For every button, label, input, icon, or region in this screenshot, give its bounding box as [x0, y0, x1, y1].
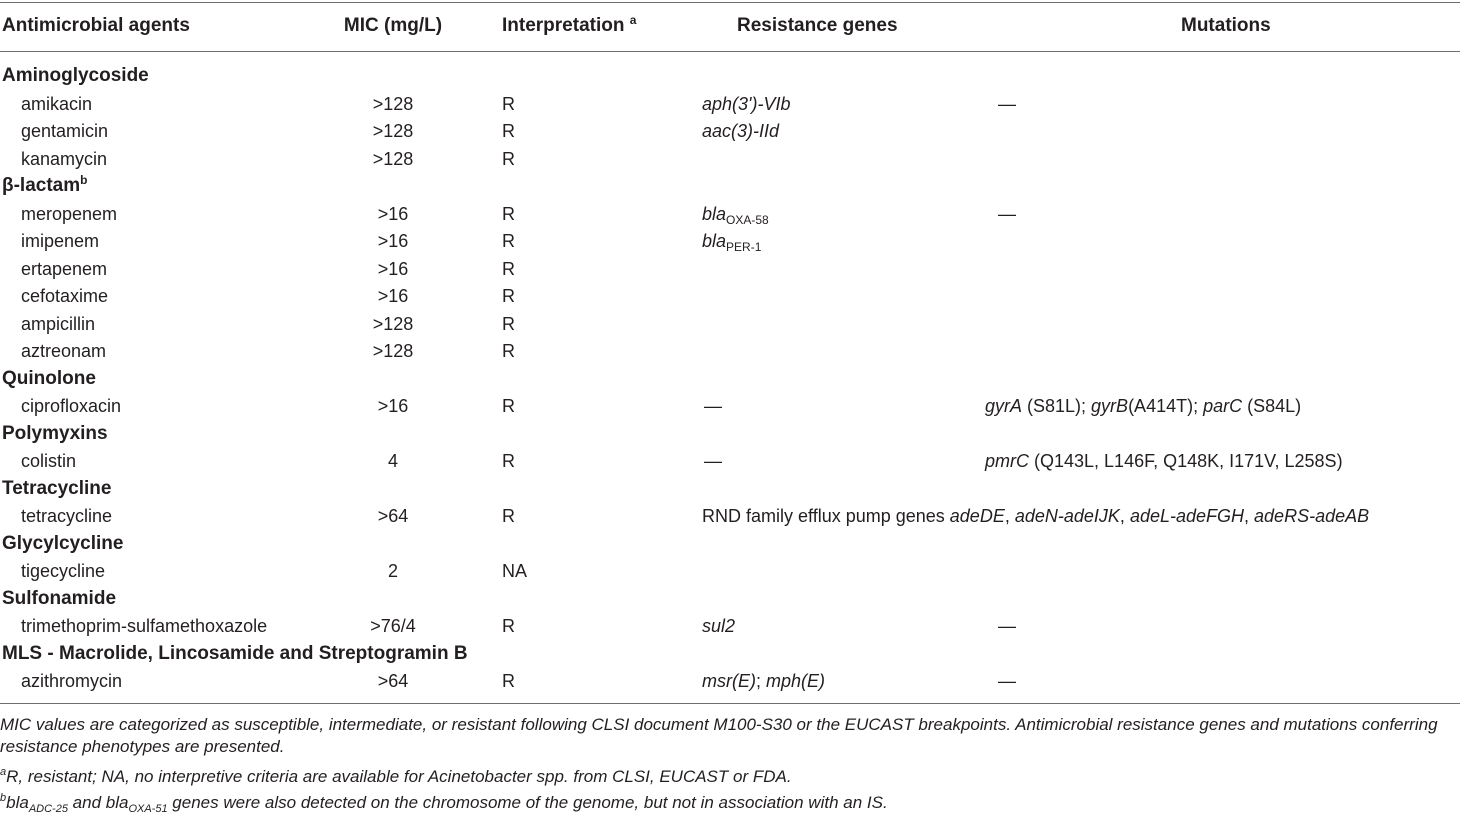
table-row — [0, 203, 1460, 230]
agent-cell: trimethoprim-sulfamethoxazole — [21, 616, 268, 636]
interpretation-cell: R — [502, 396, 515, 416]
footnote-a — [0, 766, 1460, 788]
agent-cell: aztreonam — [21, 341, 107, 361]
category-row — [0, 643, 1460, 670]
gene-name: bla — [702, 231, 727, 251]
gene-text: ; — [755, 671, 766, 691]
gene-text: , — [1244, 506, 1255, 526]
agent-cell: meropenem — [21, 204, 118, 224]
gene-name: adeRS-adeAB — [1254, 506, 1370, 526]
gene-name: mph(E) — [766, 671, 826, 691]
mutation-cell: — — [998, 204, 1016, 224]
interpretation-cell: R — [502, 616, 515, 636]
gene-cell — [702, 505, 1369, 527]
mic-cell: >64 — [377, 506, 409, 526]
gene-cell: — — [704, 451, 722, 471]
table-row — [0, 93, 1460, 120]
gene-subscript: OXA-58 — [726, 213, 769, 227]
agent-cell: kanamycin — [21, 149, 108, 169]
header-interpretation-footnote-mark: a — [629, 13, 637, 27]
footnote-mark: b — [0, 792, 7, 804]
mic-cell: 4 — [387, 451, 398, 471]
gene-subscript: PER-1 — [726, 240, 762, 254]
table-row — [0, 313, 1460, 340]
category-row — [0, 423, 1460, 450]
footnote-text: R, resistant; NA, no interpretive criteria are available for Acinetobacter spp. from CLSI, EUCAST or FDA. — [6, 767, 792, 786]
mutation-cell — [985, 450, 1343, 472]
header-mic: MIC (mg/L) — [343, 15, 443, 36]
header-resistance-genes: Resistance genes — [737, 15, 898, 36]
footnote-subscript: ADC-25 — [28, 803, 68, 815]
gene-cell — [702, 670, 825, 692]
mic-cell: >16 — [377, 204, 409, 224]
mutation-text: (A414T); — [1128, 396, 1204, 416]
interpretation-cell: R — [502, 94, 515, 114]
table-row — [0, 120, 1460, 147]
mutation-cell: — — [998, 616, 1016, 636]
gene-text: , — [1119, 506, 1130, 526]
agent-cell: amikacin — [21, 94, 93, 114]
header-interpretation — [502, 14, 636, 38]
category-label: Tetracycline — [2, 478, 112, 499]
gene-name: msr(E) — [702, 671, 756, 691]
table-row — [0, 395, 1460, 422]
mic-cell: >64 — [377, 671, 409, 691]
mutation-cell — [985, 395, 1301, 417]
interpretation-cell: R — [502, 314, 515, 334]
category-footnote-mark: b — [80, 173, 88, 187]
agent-cell: cefotaxime — [21, 286, 109, 306]
header-rule — [0, 51, 1460, 52]
agent-cell: azithromycin — [21, 671, 123, 691]
footnote-general: MIC values are categorized as susceptible, intermediate, or resistant following CLSI document M100-S30 or the EUCAST breakpoints. Antimicrobial resistance genes and mutations conferring resistance phenotypes are presented. — [0, 715, 1438, 756]
interpretation-cell: R — [502, 671, 515, 691]
category-row — [0, 588, 1460, 615]
interpretation-cell: R — [502, 286, 515, 306]
table-row — [0, 230, 1460, 257]
mic-cell: >16 — [377, 396, 409, 416]
agent-cell: imipenem — [21, 231, 100, 251]
mutation-gene: gyrA — [985, 396, 1023, 416]
header-mutations: Mutations — [1181, 15, 1271, 36]
agent-cell: ciprofloxacin — [21, 396, 122, 416]
agent-cell: colistin — [21, 451, 77, 471]
gene-cell: sul2 — [702, 616, 736, 636]
mutation-cell: — — [998, 671, 1016, 691]
category-row — [0, 368, 1460, 395]
interpretation-cell: R — [502, 149, 515, 169]
category-row — [0, 65, 1460, 92]
mutation-text: (Q143L, L146F, Q148K, I171V, L258S) — [1029, 451, 1343, 471]
category-label-text: β-lactam — [2, 175, 81, 196]
mutation-text: (S84L) — [1242, 396, 1302, 416]
interpretation-cell: R — [502, 506, 515, 526]
category-row — [0, 533, 1460, 560]
gene-cell: — — [704, 396, 722, 416]
mic-cell: 2 — [387, 561, 398, 581]
table-row — [0, 560, 1460, 587]
table-row — [0, 148, 1460, 175]
table-row — [0, 285, 1460, 312]
gene-name: bla — [702, 204, 727, 224]
category-label — [2, 175, 87, 197]
category-row — [0, 478, 1460, 505]
mic-cell: >128 — [372, 94, 414, 114]
agent-cell: tigecycline — [21, 561, 106, 581]
gene-name: adeDE — [949, 506, 1005, 526]
gene-text: RND family efflux pump genes — [702, 506, 950, 526]
gene-cell — [702, 230, 761, 252]
mic-cell: >16 — [377, 286, 409, 306]
table-row — [0, 670, 1460, 697]
agent-cell: ertapenem — [21, 259, 108, 279]
footnote-b — [0, 792, 1460, 814]
gene-cell: aac(3)-IId — [702, 121, 780, 141]
agent-cell: tetracycline — [21, 506, 113, 526]
mutation-gene: pmrC — [985, 451, 1029, 471]
table-row — [0, 258, 1460, 285]
mutation-text: (S81L); — [1022, 396, 1092, 416]
footnote-mark: a — [0, 766, 7, 778]
mutation-gene: gyrB — [1091, 396, 1129, 416]
interpretation-cell: NA — [502, 561, 528, 581]
footnote-text: bla — [6, 793, 29, 812]
footnote-text: and bla — [67, 793, 129, 812]
table-row — [0, 340, 1460, 367]
mic-cell: >16 — [377, 231, 409, 251]
category-label: MLS - Macrolide, Lincosamide and Streptogramin B — [2, 643, 468, 664]
category-row — [0, 175, 1460, 202]
table-row — [0, 505, 1460, 532]
header-interpretation-label: Interpretation — [502, 15, 625, 36]
mutation-cell: — — [998, 94, 1016, 114]
gene-cell: aph(3')-VIb — [702, 94, 791, 114]
interpretation-cell: R — [502, 259, 515, 279]
interpretation-cell: R — [502, 451, 515, 471]
mic-cell: >128 — [372, 341, 414, 361]
table-row — [0, 450, 1460, 477]
mutation-gene: parC — [1203, 396, 1243, 416]
mic-cell: >76/4 — [370, 616, 416, 636]
gene-cell — [702, 203, 769, 225]
gene-name: adeN-adeIJK — [1014, 506, 1120, 526]
interpretation-cell: R — [502, 231, 515, 251]
interpretation-cell: R — [502, 121, 515, 141]
category-label: Polymyxins — [2, 423, 108, 444]
agent-cell: gentamicin — [21, 121, 109, 141]
header-antimicrobial-agents: Antimicrobial agents — [2, 15, 190, 36]
top-rule — [0, 2, 1460, 3]
category-label: Glycylcycline — [2, 533, 124, 554]
gene-name: adeL-adeFGH — [1129, 506, 1245, 526]
interpretation-cell: R — [502, 204, 515, 224]
category-label: Aminoglycoside — [2, 65, 149, 86]
table-row — [0, 615, 1460, 642]
footnote-subscript: OXA-51 — [128, 803, 168, 815]
mic-cell: >128 — [372, 149, 414, 169]
mic-cell: >128 — [372, 121, 414, 141]
category-label: Sulfonamide — [2, 588, 117, 609]
interpretation-cell: R — [502, 341, 515, 361]
agent-cell: ampicillin — [21, 314, 96, 334]
bottom-rule — [0, 703, 1460, 704]
category-label: Quinolone — [2, 368, 96, 389]
mic-cell: >16 — [377, 259, 409, 279]
mic-cell: >128 — [372, 314, 414, 334]
gene-text: , — [1004, 506, 1015, 526]
footnote-text: genes were also detected on the chromosome of the genome, but not in association with an IS. — [167, 793, 888, 812]
